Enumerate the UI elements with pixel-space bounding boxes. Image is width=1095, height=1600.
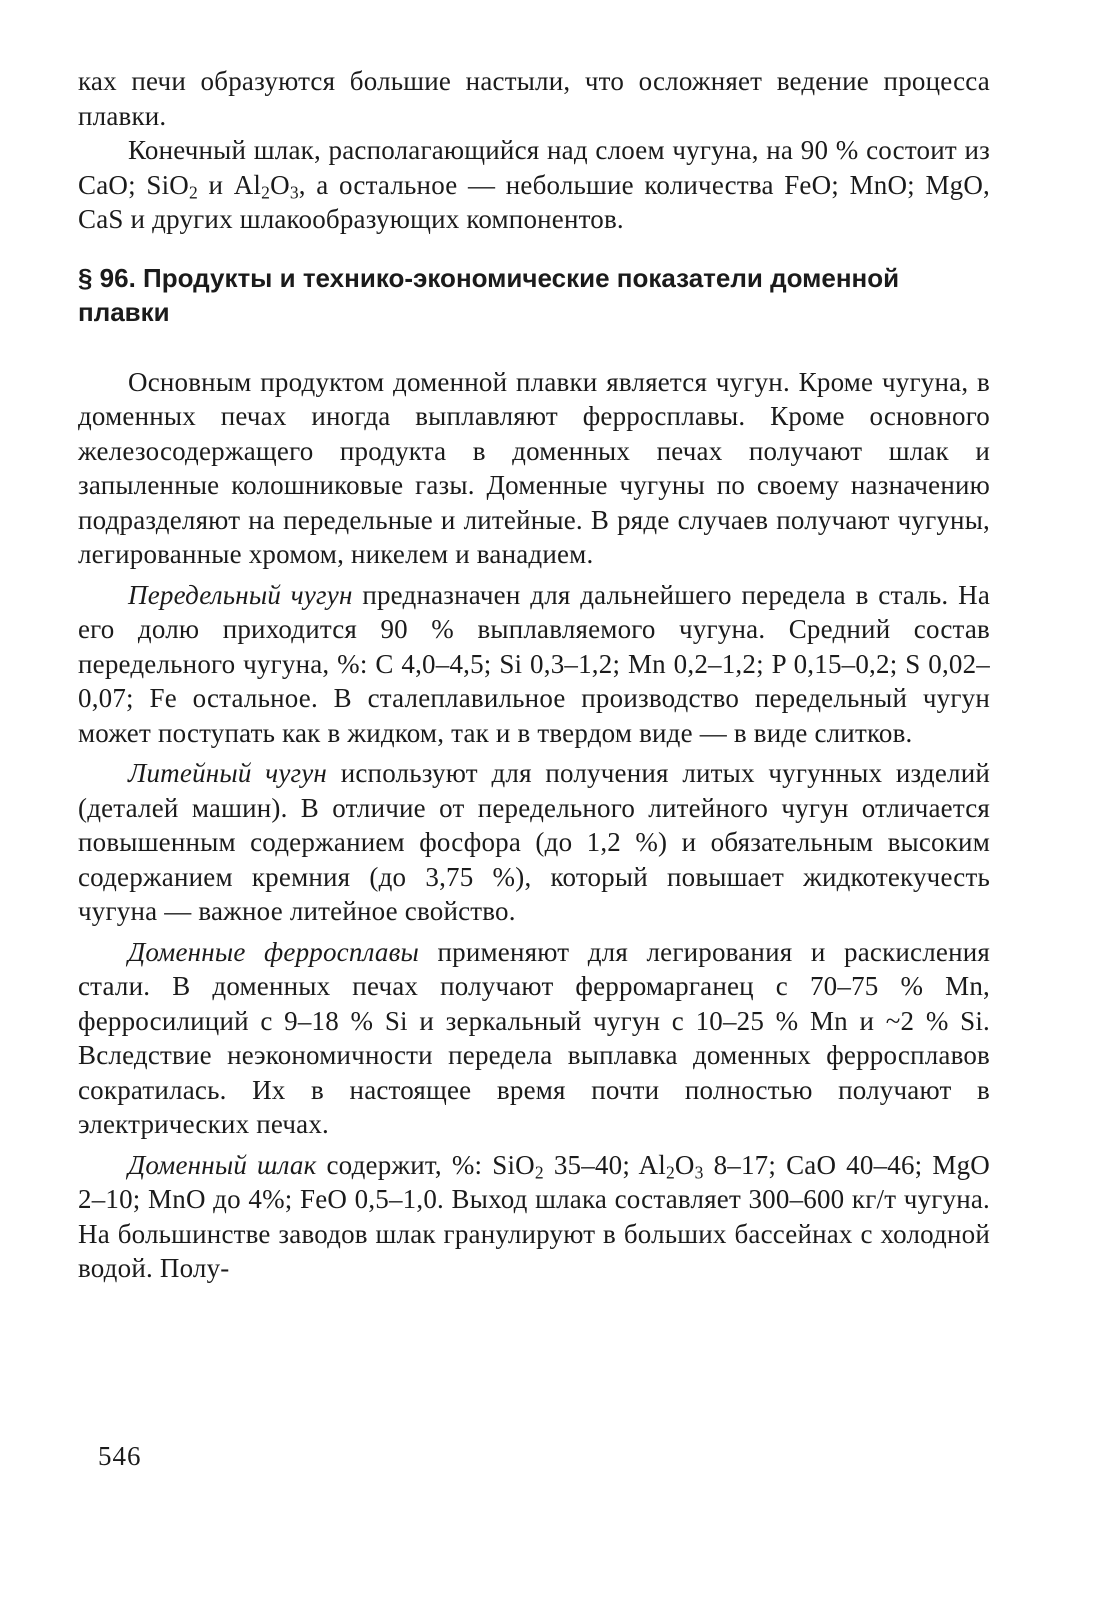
spacer [78,237,990,261]
text-run: предназначен для дальнейшего передела в сталь. На его долю приходится 90 % выплавляемого чугуна. Средний состав передельного чугуна, %: C 4,0–4,5; Si 0,3–1,2; Mn 0,2–1,2; P 0,15–0,2; S 0,02–0,07; Fe остальное. В сталеплавильное производство передельный чугун может поступать как в жидком, так и в твердом виде — в виде слитков. [78,579,991,748]
term-italic: Передельный чугун [128,579,353,610]
paragraph-blast-furnace-slag [78,1148,990,1286]
text-run: O [270,169,290,200]
page-number: 546 [98,1441,142,1471]
subscript: 2 [261,181,271,202]
term-italic: Литейный чугун [128,758,328,788]
paragraph-main-product: Основным продуктом доменной плавки является чугун. Кроме чугуна, в доменных печах иногда выплавляют ферросплавы. Кроме основного железосодержащего продукта в доменных печах получают шлак и запыленные колошниковые газы. Доменные чугуны по своему назначению подразделяют на передельные и литейные. В ряде случаев получают чугуны, легированные хромом, никелем и ванадием. [78,366,990,569]
subscript: 2 [665,1161,675,1182]
text-run: O [674,1149,695,1180]
text-run: Конечный шлак, располагающийся над слоем чугуна, на 90 % состоит из CaO; SiO [78,135,990,200]
paragraph-continuation: ках печи образуются большие настыли, что осложняет ведение процесса плавки. [78,66,990,131]
paragraph-ferroalloys [78,935,990,1142]
text-run: содержит, %: SiO [316,1149,535,1180]
text-run: 8–17; CaO 40–46; MgO 2–10; MnO до 4%; FeO 0,5–1,0. Выход шлака составляет 300–600 кг/т чугуна. На большинстве заводов шлак гранулируют в больших бассейнах с холодной водой. Полу- [78,1149,990,1283]
paragraph-conversion-iron [78,578,990,751]
section-heading: § 96. Продукты и технико-экономические показатели доменной плавки [78,262,900,327]
text-run: применяют для легирования и раскисления стали. В доменных печах получают ферромарганец с 70–75 % Mn, ферросилиций с 9–18 % Si и зеркальный чугун с 10–25 % Mn и ~2 % Si. Вследствие неэкономичности передела выплавка доменных ферросплавов сократилась. Их в настоящее время почти полностью получают в электрических печах. [78,936,991,1139]
spacer [78,329,990,365]
subscript: 2 [188,181,198,202]
subscript: 3 [289,181,299,202]
term-italic: Доменный шлак [128,1149,317,1180]
subscript: 2 [534,1161,544,1182]
book-page [78,64,990,1286]
paragraph-final-slag [78,133,990,237]
text-run: и Al [197,169,262,200]
text-run: используют для получения литых чугунных изделий (деталей машин). В отличие от передельного литейного чугун отличается повышенным содержанием фосфора (до 1,2 %) и обязательным высоким содержанием кремния (до 3,75 %), который повышает жидкотекучесть чугуна — важное литейное свойство. [78,758,990,926]
text-run: , а остальное — небольшие количества FeO; MnO; MgO, CaS и других шлакообразующих компонентов. [78,169,990,234]
subscript: 3 [694,1161,704,1182]
term-italic: Доменные ферросплавы [128,936,419,967]
text-run: 35–40; Al [543,1149,666,1180]
paragraph-foundry-iron [78,756,990,929]
